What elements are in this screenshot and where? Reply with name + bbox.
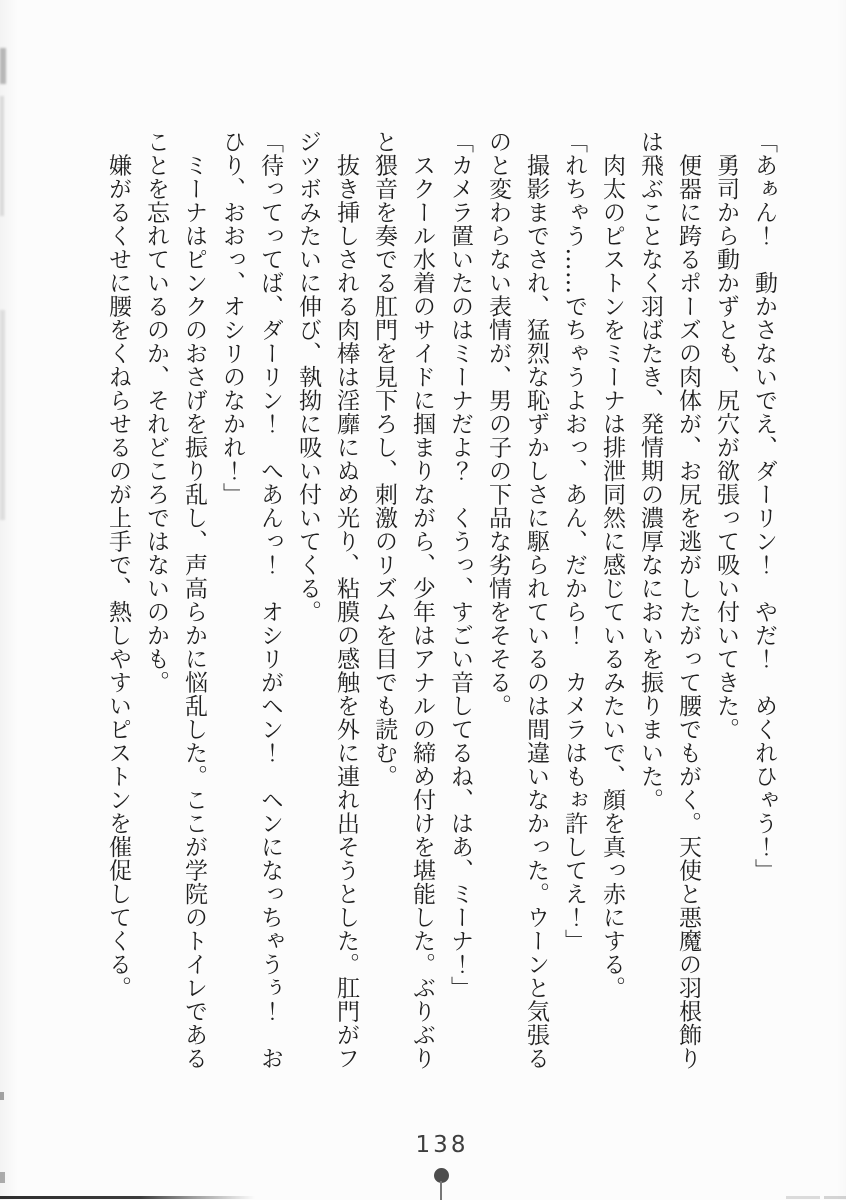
binding-dot-stem — [440, 1181, 442, 1200]
text-line: ことを忘れているのか、それどころではないのかも。 — [143, 130, 169, 694]
text-line: 便器に跨るポーズの肉体が、お尻を逃がしたがって腰でもがく。天使と悪魔の羽根飾り — [675, 130, 701, 1070]
text-line: のと変わらない表情が、男の子の下品な劣情をそそる。 — [485, 130, 511, 718]
text-line: 「待ってってば、ダーリン！ へあんっ！ オシリがヘン！ ヘンになっちゃうぅ！ お — [257, 130, 283, 1070]
text-line: 撮影までされ、猛烈な恥ずかしさに駆られているのは間違いなかった。ウーンと気張る — [523, 130, 549, 1070]
page-number: 138 — [415, 1132, 469, 1158]
text-line: ひり、おおっ、オシリのなかれ！」 — [219, 130, 245, 506]
text-line: 「れちゃう……でちゃうよおっ、あん、だから！ カメラはもぉ許してえ！」 — [561, 130, 587, 953]
text-line: 肉太のピストンをミーナは排泄同然に感じているみたいで、顔を真っ赤にする。 — [599, 130, 625, 1000]
text-line: スクール水着のサイドに掴まりながら、少年はアナルの締め付けを堪能した。ぶりぶり — [409, 130, 435, 1070]
text-line: 嫌がるくせに腰をくねらせるのが上手で、熱しやすいピストンを催促してくる。 — [105, 130, 131, 1000]
page-text-block — [99, 130, 783, 1090]
text-line: と猥音を奏でる肛門を見下ろし、刺激のリズムを目でも読む。 — [371, 130, 397, 788]
text-line: は飛ぶことなく羽ばたき、発情期の濃厚なにおいを振りまいた。 — [637, 130, 663, 812]
text-line: 「あぁん！ 動かさないでえ、ダーリン！ やだ！ めくれひゃう！」 — [751, 130, 777, 882]
text-line: 抜き挿しされる肉棒は淫靡にぬめ光り、粘膜の感触を外に連れ出そうとした。肛門がフ — [333, 130, 359, 1070]
text-line: 「カメラ置いたのはミーナだよ？ くうっ、すごい音してるね、はあ、ミーナ！」 — [447, 130, 473, 1000]
text-line: ミーナはピンクのおさげを振り乱し、声高らかに悩乱した。ここが学院のトイレである — [181, 130, 207, 1070]
text-line: ジツボみたいに伸び、執拗に吸い付いてくる。 — [295, 130, 321, 624]
text-line: 勇司から動かずとも、尻穴が欲張って吸い付いてきた。 — [713, 130, 739, 741]
